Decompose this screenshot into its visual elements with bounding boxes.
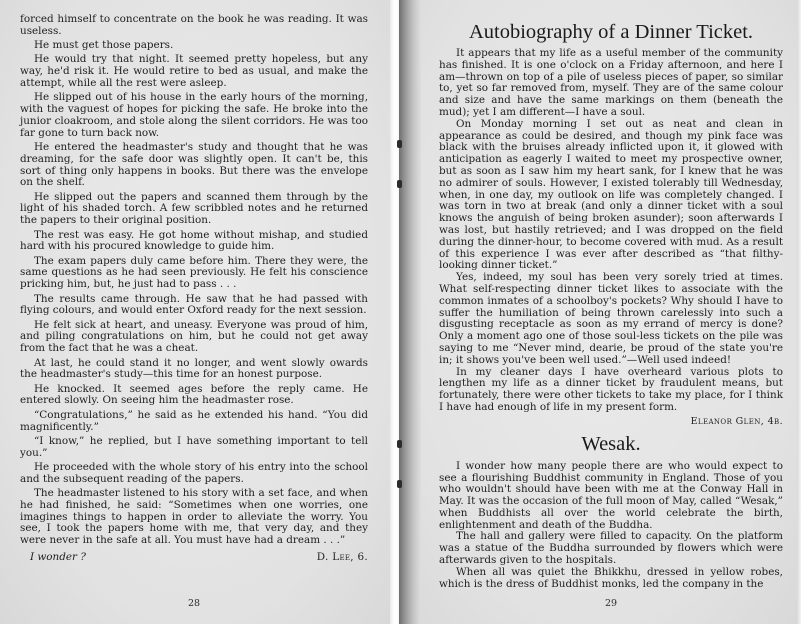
paragraph: He must get those papers. (34, 39, 174, 52)
staple-mark (397, 180, 402, 188)
paragraph: The hall and gallery were filled to capacity. On the platform was a statue of the Buddha surrounded by flowers which were afterwards given to the hospitals. (439, 530, 783, 567)
right-page (392, 0, 801, 624)
story-continued (20, 14, 368, 549)
paragraph: “Congratulations,” he said as he extended his hand. “You did magnificently.” (20, 408, 368, 433)
staple-mark (397, 480, 402, 488)
paragraph: He felt sick at heart, and uneasy. Everyone was proud of him, and piling congratulations on him, but he could not get away from the fact that he was a cheat. (20, 318, 368, 355)
paragraph: The headmaster listened to his story with a set face, and when he had finished, he said: “Sometimes when one worries, one imagines things to happen in order to alleviate the worry. You see, I took the papers home with me, that very day, and they were never in the safe at all. You must have had a dream . . .” (20, 486, 368, 547)
paragraph: I wonder how many people there are who would expect to see a flourishing Buddhist community in England. Those of you who wouldn't should have been with me at the Conway Hall in May. It was the occasion of the full moon of May, called “Wesak,” when Buddhists all over the world celebrate the birth, enlightenment and death of the Buddha. (439, 459, 783, 531)
paragraph: The exam papers duly came before him. There they were, the same questions as he had seen previously. He felt his conscience pricking him, but, he just had to pass . . . (20, 254, 368, 291)
paragraph: Yes, indeed, my soul has been very sorely tried at times. What self-respecting dinner ticket likes to associate with the common inmates of a schoolboy's pockets? Why should I have to suffer the humiliation of being thrown carelessly into such a disgusting receptacle as soon as my errand of mercy is done? Only a moment ago one of those soul-less tickets on the pile was saying to me “Never mind, dearie, be proud of the state you're in; it shows you've been well used.”—Well used indeed! (439, 271, 783, 366)
page-edge (797, 0, 801, 624)
spine-shadow (399, 0, 421, 624)
page-number: 29 (604, 598, 618, 610)
paragraph: On Monday morning I set out as neat and clean in appearance as could be desired, and though my pink face was black with the bruises already inflicted upon it, it glowed with anticipation as eagerly I waited to meet my prospective owner, but as soon as I saw him my heart sank, for I knew that he was no admirer of souls. However, I existed tolerably till Wednesday, when, in one day, my outlook on life was completely changed. I was torn in two at break (and only a dinner ticket with a soul knows the anguish of being broken asunder); soon afterwards I was lost, but hastily retrieved; and I was dropped on the field during the dinner-hour, to become covered with mud. As a result of this experience I was ever after described as “that filthy-looking dinner ticket.” (439, 117, 783, 272)
paragraph: He proceeded with the whole story of his entry into the school and the subsequent reading of the papers. (20, 460, 368, 485)
paragraph: He would try that night. It seemed pretty hopeless, but any way, he'd risk it. He would retire to bed as usual, and make the attempt, while all the rest were asleep. (20, 53, 368, 89)
paragraph: He slipped out the papers and scanned them through by the light of his shaded torch. A few scribbled notes and he returned the papers to their original position. (20, 190, 368, 227)
paragraph: forced himself to concentrate on the book he was reading. It was useless. (20, 13, 368, 37)
paragraph: It appears that my life as a useful member of the community has finished. It is one o'clock on a Friday afternoon, and here I am—thrown on top of a pile of useless pieces of paper, so similar to, yet so far removed from, myself. They are of the same colour and size and have the same markings on them (beneath the mud); yet I am different—I have a soul. (439, 47, 783, 118)
author-signature: D. Lee, 6. (316, 551, 368, 564)
article-title: Wesak. (581, 432, 641, 455)
page-number: 28 (187, 598, 201, 610)
article-body (439, 461, 783, 591)
story-byline (20, 551, 368, 563)
closing-line: I wonder ? (30, 551, 86, 564)
paragraph: He knocked. It seemed ages before the reply came. He entered slowly. On seeing him the headmaster rose. (20, 382, 368, 407)
article-title: Autobiography of a Dinner Ticket. (468, 21, 754, 43)
paragraph: He entered the headmaster's study and thought that he was dreaming, for the safe door was slightly open. It can't be, this sort of thing only happens in books. But there was the envelope on the shelf. (20, 140, 368, 189)
gutter-highlight (390, 0, 399, 624)
paragraph: The results came through. He saw that he had passed with flying colours, and would enter Oxford ready for the next session. (20, 292, 368, 317)
paragraph: The rest was easy. He got home without mishap, and studied hard with his procured knowledge to guide him. (20, 228, 368, 253)
paragraph: “I know,” he replied, but I have something important to tell you.” (20, 434, 368, 459)
article-body (439, 48, 783, 414)
paragraph: At last, he could stand it no longer, and went slowly owards the headmaster's study—this time for an honest purpose. (20, 356, 368, 381)
staple-mark (397, 440, 402, 448)
author-signature: Eleanor Glen, 4b. (690, 415, 783, 427)
paragraph: In my cleaner days I have overheard various plots to lengthen my life as a dinner ticket by fraudulent means, but fortunately, there were other tickets to take my place, for I think I have had enough of life in my present form. (439, 365, 783, 413)
staple-mark (397, 140, 402, 148)
paragraph: When all was quiet the Bhikkhu, dressed in yellow robes, which is the dress of Buddhist monks, led the company in the (439, 565, 783, 590)
paragraph: He slipped out of his house in the early hours of the morning, with the vaguest of hopes for picking the safe. He broke into the junior cloakroom, and stole along the silent corridors. He was too far gone to turn back now. (20, 91, 368, 139)
left-page (0, 0, 392, 624)
